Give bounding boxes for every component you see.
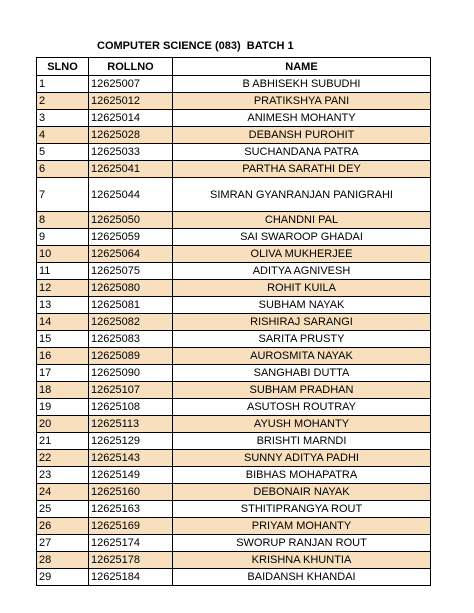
cell-name: SUBHAM NAYAK [173,297,431,314]
cell-slno: 7 [37,178,89,212]
cell-rollno: 12625149 [89,467,173,484]
cell-rollno: 12625089 [89,348,173,365]
table-row [37,399,431,416]
cell-rollno: 12625090 [89,365,173,382]
cell-slno: 19 [37,399,89,416]
cell-name: SAI SWAROOP GHADAI [173,229,431,246]
cell-name: PRIYAM MOHANTY [173,518,431,535]
cell-rollno: 12625083 [89,331,173,348]
header-name: NAME [173,58,431,76]
cell-rollno: 12625081 [89,297,173,314]
cell-rollno: 12625107 [89,382,173,399]
table-row [37,178,431,212]
cell-rollno: 12625113 [89,416,173,433]
cell-name: RISHIRAJ SARANGI [173,314,431,331]
cell-rollno: 12625050 [89,212,173,229]
cell-slno: 18 [37,382,89,399]
cell-rollno: 12625082 [89,314,173,331]
table-row [37,314,431,331]
cell-name: ASUTOSH ROUTRAY [173,399,431,416]
header-rollno: ROLLNO [89,58,173,76]
table-row [37,348,431,365]
table-row [37,263,431,280]
cell-name: ANIMESH MOHANTY [173,110,431,127]
table-row [37,110,431,127]
cell-slno: 21 [37,433,89,450]
cell-name: AYUSH MOHANTY [173,416,431,433]
table-row [37,229,431,246]
cell-rollno: 12625059 [89,229,173,246]
cell-slno: 8 [37,212,89,229]
cell-slno: 6 [37,161,89,178]
cell-name: CHANDNI PAL [173,212,431,229]
cell-slno: 12 [37,280,89,297]
student-table [36,57,431,586]
table-row [37,484,431,501]
table-row [37,382,431,399]
cell-name: KRISHNA KHUNTIA [173,552,431,569]
cell-slno: 16 [37,348,89,365]
cell-rollno: 12625143 [89,450,173,467]
table-row [37,450,431,467]
table-row [37,212,431,229]
cell-rollno: 12625075 [89,263,173,280]
header-slno: SLNO [37,58,89,76]
table-row [37,161,431,178]
table-row [37,501,431,518]
cell-name: PRATIKSHYA PANI [173,93,431,110]
cell-slno: 5 [37,144,89,161]
cell-rollno: 12625012 [89,93,173,110]
cell-slno: 24 [37,484,89,501]
cell-slno: 9 [37,229,89,246]
cell-name: BIBHAS MOHAPATRA [173,467,431,484]
table-row [37,280,431,297]
cell-rollno: 12625129 [89,433,173,450]
header-row [37,58,431,76]
cell-slno: 15 [37,331,89,348]
cell-name: B ABHISEKH SUBUDHI [173,76,431,93]
cell-slno: 26 [37,518,89,535]
cell-name: DEBONAIR NAYAK [173,484,431,501]
cell-name: SUBHAM PRADHAN [173,382,431,399]
cell-slno: 23 [37,467,89,484]
cell-slno: 13 [37,297,89,314]
cell-rollno: 12625160 [89,484,173,501]
cell-name: BRISHTI MARNDI [173,433,431,450]
cell-name: PARTHA SARATHI DEY [173,161,431,178]
cell-rollno: 12625184 [89,569,173,586]
cell-name: AUROSMITA NAYAK [173,348,431,365]
cell-slno: 22 [37,450,89,467]
cell-slno: 29 [37,569,89,586]
cell-name: OLIVA MUKHERJEE [173,246,431,263]
cell-name: SUCHANDANA PATRA [173,144,431,161]
cell-slno: 20 [37,416,89,433]
cell-slno: 14 [37,314,89,331]
table-row [37,416,431,433]
cell-slno: 25 [37,501,89,518]
cell-rollno: 12625033 [89,144,173,161]
cell-slno: 2 [37,93,89,110]
cell-name: BAIDANSH KHANDAI [173,569,431,586]
page-title: COMPUTER SCIENCE (083) BATCH 1 [97,40,294,52]
cell-name: ADITYA AGNIVESH [173,263,431,280]
cell-rollno: 12625014 [89,110,173,127]
cell-name: STHITIPRANGYA ROUT [173,501,431,518]
cell-slno: 27 [37,535,89,552]
cell-name: SWORUP RANJAN ROUT [173,535,431,552]
cell-name: SIMRAN GYANRANJAN PANIGRAHI [173,178,431,212]
table-row [37,93,431,110]
table-row [37,246,431,263]
cell-rollno: 12625044 [89,178,173,212]
table-row [37,331,431,348]
cell-rollno: 12625163 [89,501,173,518]
cell-slno: 28 [37,552,89,569]
table-row [37,518,431,535]
cell-name: SARITA PRUSTY [173,331,431,348]
cell-name: SUNNY ADITYA PADHI [173,450,431,467]
cell-name: ROHIT KUILA [173,280,431,297]
table-row [37,365,431,382]
table-row [37,76,431,93]
cell-rollno: 12625108 [89,399,173,416]
cell-slno: 10 [37,246,89,263]
cell-slno: 4 [37,127,89,144]
table-row [37,433,431,450]
cell-name: DEBANSH PUROHIT [173,127,431,144]
cell-rollno: 12625064 [89,246,173,263]
cell-rollno: 12625169 [89,518,173,535]
cell-name: SANGHABI DUTTA [173,365,431,382]
table-row [37,144,431,161]
cell-slno: 1 [37,76,89,93]
table-row [37,552,431,569]
cell-rollno: 12625080 [89,280,173,297]
cell-rollno: 12625028 [89,127,173,144]
cell-rollno: 12625007 [89,76,173,93]
table-row [37,535,431,552]
cell-rollno: 12625041 [89,161,173,178]
table-row [37,569,431,586]
cell-slno: 11 [37,263,89,280]
cell-rollno: 12625178 [89,552,173,569]
table-row [37,467,431,484]
table-row [37,297,431,314]
table-row [37,127,431,144]
cell-slno: 3 [37,110,89,127]
cell-rollno: 12625174 [89,535,173,552]
cell-slno: 17 [37,365,89,382]
